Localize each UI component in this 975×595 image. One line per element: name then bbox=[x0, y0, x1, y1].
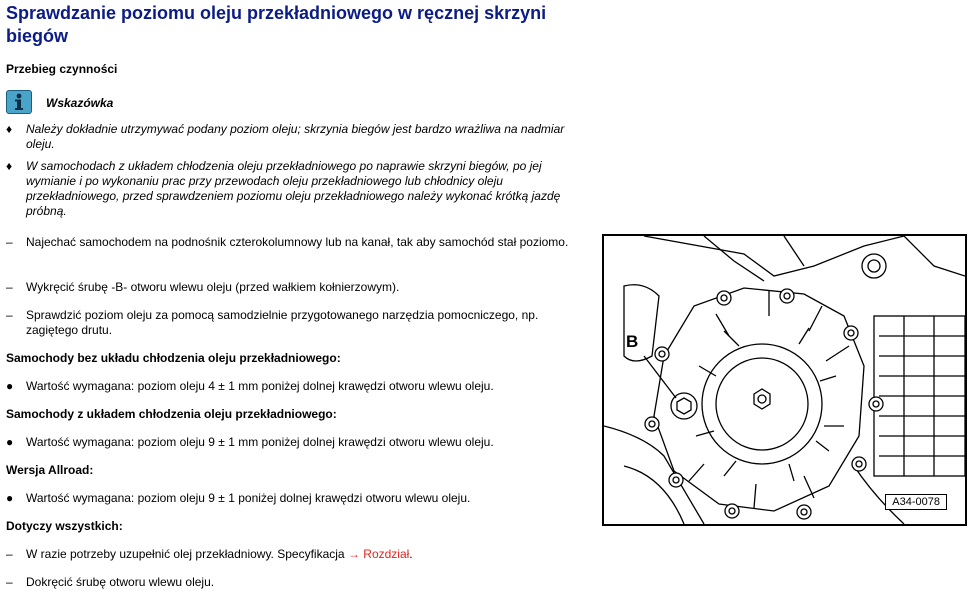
section-heading: Samochody bez układu chłodzenia oleju przekładniowego: bbox=[6, 351, 341, 365]
step-item bbox=[6, 575, 576, 590]
hint-item bbox=[6, 122, 576, 152]
diamond-bullet: ♦ bbox=[6, 122, 13, 136]
spec-text: Wartość wymagana: poziom oleju 9 ± 1 poniżej dolnej krawędzi otworu wlewu oleju. bbox=[26, 491, 471, 505]
hint-item-text: Należy dokładnie utrzymywać podany poziom oleju; skrzynia biegów jest bardzo wrażliwa na nadmiar oleju. bbox=[26, 122, 565, 151]
dash-marker: – bbox=[6, 280, 13, 294]
page-title: Sprawdzanie poziomu oleju przekładniowego w ręcznej skrzyni biegów bbox=[6, 3, 547, 46]
step-item bbox=[6, 308, 576, 338]
figure-code: A34-0078 bbox=[885, 494, 947, 510]
step-item bbox=[6, 547, 576, 562]
diamond-bullet: ♦ bbox=[6, 159, 13, 173]
step-item bbox=[6, 235, 576, 250]
step-item bbox=[6, 280, 576, 295]
section-heading: Wersja Allroad: bbox=[6, 463, 94, 477]
chapter-link[interactable]: → Rozdział bbox=[347, 547, 410, 561]
spec-text: Wartość wymagana: poziom oleju 4 ± 1 mm poniżej dolnej krawędzi otworu wlewu oleju. bbox=[26, 379, 494, 393]
section-heading: Samochody z układem chłodzenia oleju przekładniowego: bbox=[6, 407, 337, 421]
bullet-marker: ● bbox=[6, 491, 14, 505]
transmission-figure bbox=[602, 234, 967, 526]
hint-label: Wskazówka bbox=[46, 96, 114, 110]
spec-text: Wartość wymagana: poziom oleju 9 ± 1 mm poniżej dolnej krawędzi otworu wlewu oleju. bbox=[26, 435, 494, 449]
transmission-drawing bbox=[604, 236, 965, 524]
spec-item bbox=[6, 435, 576, 450]
figure-label-b: B bbox=[626, 332, 639, 351]
hint-item-text: W samochodach z układem chłodzenia oleju przekładniowego po naprawie skrzyni biegów, po jej wymianie i po wykonaniu prac przy przewodach oleju przekładniowego lub chłodnicy oleju przekładniowego, przed sprawdzeniem poziomu oleju przekładniowego należy wykonać krótką jazdę próbną. bbox=[26, 159, 561, 218]
spec-item bbox=[6, 491, 576, 506]
procedure-heading: Przebieg czynności bbox=[6, 62, 118, 76]
dash-marker: – bbox=[6, 308, 13, 322]
step-text-end: . bbox=[409, 547, 413, 561]
spec-item bbox=[6, 379, 576, 394]
dash-marker: – bbox=[6, 547, 13, 561]
hint-item bbox=[6, 159, 576, 219]
dash-marker: – bbox=[6, 575, 13, 589]
section-heading: Dotyczy wszystkich: bbox=[6, 519, 123, 533]
step-text: Wykręcić śrubę -B- otworu wlewu oleju (przed wałkiem kołnierzowym). bbox=[26, 280, 400, 294]
step-text: Sprawdzić poziom oleju za pomocą samodzielnie przygotowanego narzędzia pomocniczego, np. zagiętego drutu. bbox=[26, 308, 539, 337]
info-icon bbox=[6, 90, 32, 114]
step-text: Najechać samochodem na podnośnik czterokolumnowy lub na kanał, tak aby samochód stał poziomo. bbox=[26, 235, 569, 249]
bullet-marker: ● bbox=[6, 435, 14, 449]
step-text: Dokręcić śrubę otworu wlewu oleju. bbox=[26, 575, 215, 589]
bullet-marker: ● bbox=[6, 379, 14, 393]
dash-marker: – bbox=[6, 235, 13, 249]
step-text: W razie potrzeby uzupełnić olej przekładniowy. Specyfikacja bbox=[26, 547, 345, 561]
